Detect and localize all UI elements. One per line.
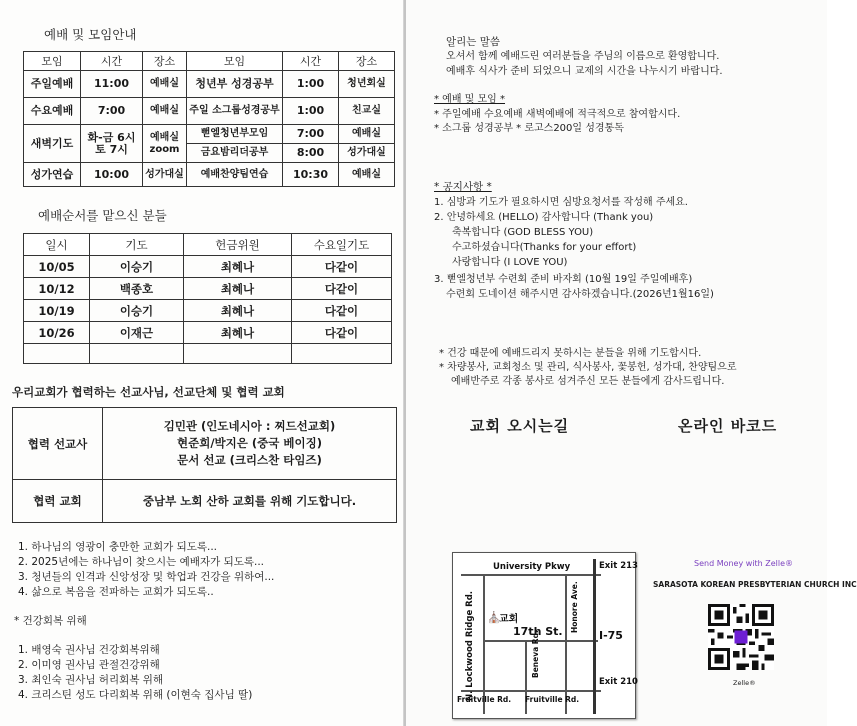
table-row xyxy=(13,408,397,480)
map-label: University Pkwy xyxy=(493,562,571,572)
left-panel xyxy=(0,0,405,726)
table-cell xyxy=(24,344,90,364)
table-cell: 예배실 xyxy=(339,163,395,187)
care-line: * 건강 때문에 예배드리지 못하시는 분들을 위해 기도합시다. xyxy=(439,348,702,359)
church-icon: ⛪ xyxy=(487,611,501,624)
table-cell xyxy=(184,344,292,364)
care-line: * 차량봉사, 교회청소 및 관리, 식사봉사, 꽃봉헌, 성가대, 찬양팀으로 xyxy=(439,362,737,373)
church-text: 중남부 노회 산하 교회를 위해 기도합니다. xyxy=(103,480,397,523)
table-cell: 최혜나 xyxy=(184,278,292,300)
map-label: N. Lockwood Ridge Rd. xyxy=(465,590,475,701)
care-line: 예배반주로 각종 봉사로 섬겨주신 모든 분들에게 감사드립니다. xyxy=(451,376,725,387)
list-item: 3. 최인숙 권사님 허리회복 위해 xyxy=(18,674,164,686)
map-label: Exit 213 xyxy=(599,561,638,571)
services-title: 예배 및 모임안내 xyxy=(44,27,137,42)
notice-line: 수고하셨습니다(Thanks for your effort) xyxy=(452,242,637,253)
zelle-footer: Zelle® xyxy=(733,679,756,687)
missionaries-cell xyxy=(103,408,397,480)
zelle-church-name: SARASOTA KOREAN PRESBYTERIAN CHURCH INC xyxy=(653,580,857,589)
table-cell: 주일예배 xyxy=(24,71,81,98)
list-item: 1. 하나님의 영광이 충만한 교회가 되도록... xyxy=(18,541,218,553)
table-row xyxy=(13,480,397,523)
missionary: 현준희/박지은 (중국 베이징) xyxy=(177,436,322,450)
table-row xyxy=(24,256,392,278)
leaders-table xyxy=(23,233,392,364)
table-cell: 다같이 xyxy=(292,300,392,322)
welcome-title: 알리는 말씀 xyxy=(446,36,501,48)
leaders-title: 예배순서를 맡으신 분들 xyxy=(38,208,167,223)
table-cell: 최혜나 xyxy=(184,322,292,344)
table-cell: 이승기 xyxy=(90,300,184,322)
notice-line: 1. 심방과 기도가 필요하시면 심방요청서를 작성해 주세요. xyxy=(434,197,688,208)
table-cell: 예배실 xyxy=(143,98,187,125)
zelle-qr-code[interactable] xyxy=(708,604,774,670)
table-cell: 청년회실 xyxy=(339,71,395,98)
welcome-line: 오셔서 함께 예배드린 여러분들을 주님의 이름으로 환영합니다. xyxy=(446,51,720,62)
table-cell: 화-금 6시 토 7시 xyxy=(81,125,143,163)
table-cell: 최혜나 xyxy=(184,300,292,322)
map-label: Exit 210 xyxy=(599,677,638,687)
road-fruitville xyxy=(461,690,601,692)
road-i75 xyxy=(593,559,596,714)
notice-line: 축복합니다 (GOD BLESS YOU) xyxy=(452,227,594,238)
church-label: 협력 교회 xyxy=(13,480,103,523)
table-header: 시간 xyxy=(81,52,143,71)
table-header: 모임 xyxy=(187,52,283,71)
list-item: 2. 2025년에는 하나님이 찾으시는 예배자가 되도록... xyxy=(18,556,265,568)
table-cell: 금요밤리더공부 xyxy=(187,144,283,163)
missions-table xyxy=(12,407,397,523)
table-cell: 다같이 xyxy=(292,322,392,344)
table-cell: 이승기 xyxy=(90,256,184,278)
table-cell xyxy=(90,344,184,364)
prayer-list xyxy=(18,540,274,600)
table-header: 기도 xyxy=(90,234,184,256)
worship-line: * 주일예배 수요예배 새벽예배에 적극적으로 참여합시다. xyxy=(434,109,681,120)
table-row xyxy=(24,125,395,144)
table-row xyxy=(24,300,392,322)
road-university xyxy=(461,574,601,576)
missions-title: 우리교회가 협력하는 선교사님, 선교단체 및 협력 교회 xyxy=(12,385,285,399)
table-header: 수요일기도 xyxy=(292,234,392,256)
table-cell: 8:00 xyxy=(283,144,339,163)
table-row xyxy=(24,278,392,300)
table-row xyxy=(24,71,395,98)
map-label: Honore Ave. xyxy=(570,581,579,633)
table-row xyxy=(24,98,395,125)
table-cell: 예배실 xyxy=(143,71,187,98)
missionary: 김민관 (인도네시아 : 찌드선교회) xyxy=(163,419,336,433)
table-cell: 성가연습 xyxy=(24,163,81,187)
list-item: 2. 이미영 권사님 관절건강위해 xyxy=(18,659,160,671)
table-header: 장소 xyxy=(143,52,187,71)
table-cell: 7:00 xyxy=(283,125,339,144)
map-label: 17th St. xyxy=(513,625,563,638)
table-row xyxy=(24,322,392,344)
partner-label: 협력 선교사 xyxy=(13,408,103,480)
table-row xyxy=(24,344,392,364)
welcome-line: 예배후 식사가 준비 되었으니 교제의 시간을 나누시기 바랍니다. xyxy=(446,66,723,77)
table-row xyxy=(24,163,395,187)
list-item: 4. 크리스틴 성도 다리회복 위해 (이현숙 집사님 딸) xyxy=(18,689,253,701)
table-cell: 최혜나 xyxy=(184,256,292,278)
table-cell: 수요예배 xyxy=(24,98,81,125)
table-cell: 1:00 xyxy=(283,98,339,125)
notice-line: 사랑합니다 (I LOVE YOU) xyxy=(452,257,568,268)
table-header: 시간 xyxy=(283,52,339,71)
directions-title: 교회 오시는길 xyxy=(470,417,570,435)
table-cell: 예배실 zoom xyxy=(143,125,187,163)
worship-line: * 소그룹 성경공부 * 로고스200일 성경통독 xyxy=(434,123,624,134)
table-cell: 주일 소그룹성경공부 xyxy=(187,98,283,125)
table-header: 헌금위원 xyxy=(184,234,292,256)
table-cell: 다같이 xyxy=(292,256,392,278)
church-map xyxy=(452,552,636,719)
table-cell: 성가대실 xyxy=(143,163,187,187)
road-17th xyxy=(483,640,598,642)
map-label: Fruitville Rd. xyxy=(525,695,580,704)
table-cell: 11:00 xyxy=(81,71,143,98)
table-header: 장소 xyxy=(339,52,395,71)
table-cell: 다같이 xyxy=(292,278,392,300)
health-title: * 건강회복 위해 xyxy=(14,615,87,627)
road-honore xyxy=(565,574,567,714)
list-item: 4. 삶으로 복음을 전파하는 교회가 되도록.. xyxy=(18,586,214,598)
table-cell: 친교실 xyxy=(339,98,395,125)
table-cell: 10/12 xyxy=(24,278,90,300)
table-cell: 1:00 xyxy=(283,71,339,98)
missionary: 문서 선교 (크리스찬 타임즈) xyxy=(177,453,322,467)
notice-title: * 공지사항 * xyxy=(434,181,492,193)
health-list xyxy=(18,643,252,703)
table-cell: 10/26 xyxy=(24,322,90,344)
table-cell: 청년부 성경공부 xyxy=(187,71,283,98)
table-cell xyxy=(292,344,392,364)
notice-line: 2. 안녕하세요 (HELLO) 감사합니다 (Thank you) xyxy=(434,212,654,223)
table-cell: 10/19 xyxy=(24,300,90,322)
map-label: 교회 xyxy=(499,614,519,625)
table-cell: 뻗엘청년부모임 xyxy=(187,125,283,144)
list-item: 3. 청년들의 인격과 신앙성장 및 학업과 건강을 위하여... xyxy=(18,571,275,583)
table-cell: 10/05 xyxy=(24,256,90,278)
table-header: 모임 xyxy=(24,52,81,71)
table-cell: 이재근 xyxy=(90,322,184,344)
services-table xyxy=(23,51,395,187)
map-label: Fruitville Rd. xyxy=(457,695,512,704)
table-cell: 예배실 xyxy=(339,125,395,144)
table-cell: 10:00 xyxy=(81,163,143,187)
table-cell: 백종호 xyxy=(90,278,184,300)
list-item: 1. 배영숙 권사님 건강회복위해 xyxy=(18,644,160,656)
table-header: 일시 xyxy=(24,234,90,256)
table-cell: 10:30 xyxy=(283,163,339,187)
map-label: Beneva Rd. xyxy=(531,630,540,678)
notice-line: 수련회 도네이션 해주시면 감사하겠습니다.(2026년1월16일) xyxy=(446,289,714,300)
road-lockwood xyxy=(483,574,485,714)
worship-title: * 예배 및 모임 * xyxy=(434,94,506,105)
table-cell: 새벽기도 xyxy=(24,125,81,163)
table-cell: 7:00 xyxy=(81,98,143,125)
table-cell: 예배찬양팀연습 xyxy=(187,163,283,187)
barcode-title: 온라인 바코드 xyxy=(678,417,778,435)
notice-line: 3. 뻗엘청년부 수련회 준비 바자회 (10월 19일 주일예배후) xyxy=(434,274,693,285)
zelle-tagline: Send Money with Zelle® xyxy=(694,559,794,568)
table-cell: 성가대실 xyxy=(339,144,395,163)
map-label: I-75 xyxy=(599,629,623,642)
